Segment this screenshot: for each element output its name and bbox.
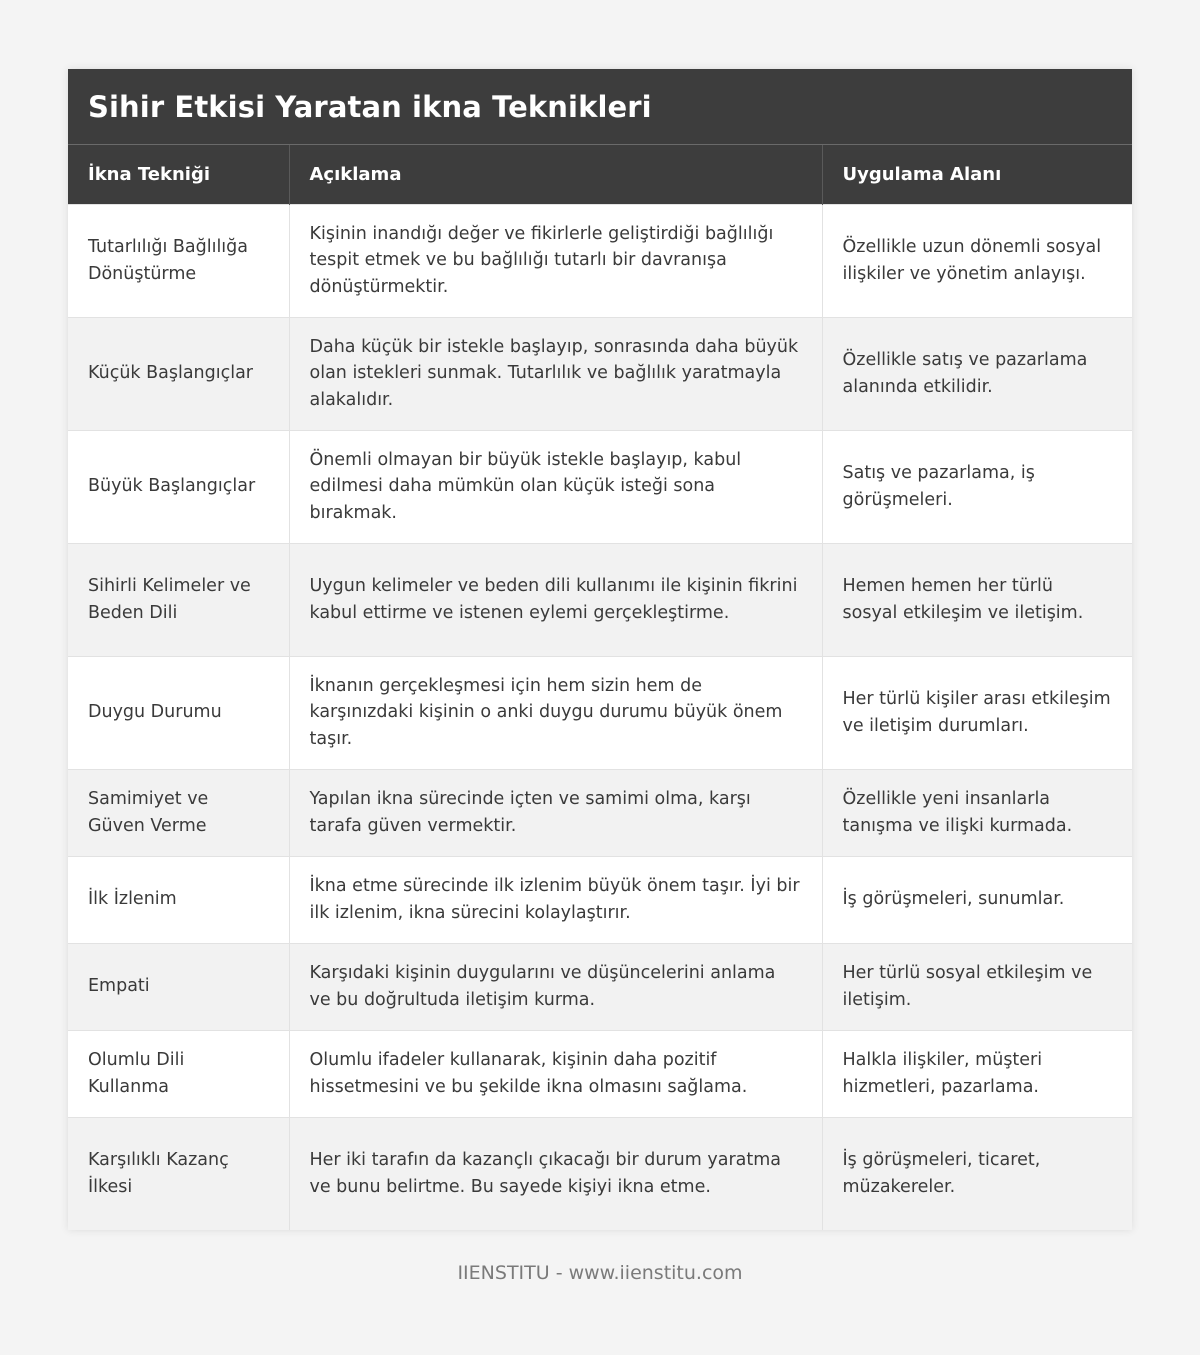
cell-area: Her türlü kişiler arası etkileşim ve iletişim durumları.: [822, 656, 1132, 769]
techniques-table: [68, 145, 1132, 1230]
cell-technique: Sihirli Kelimeler ve Beden Dili: [68, 543, 289, 656]
table-row: [68, 1117, 1132, 1230]
footer-credit: IIENSTITU - www.iienstitu.com: [457, 1262, 743, 1284]
cell-description: Yapılan ikna sürecinde içten ve samimi olma, karşı tarafa güven vermektir.: [289, 769, 822, 856]
cell-description: Her iki tarafın da kazançlı çıkacağı bir durum yaratma ve bunu belirtme. Bu sayede kişiyi ikna etme.: [289, 1117, 822, 1230]
cell-technique: Büyük Başlangıçlar: [68, 430, 289, 543]
cell-area: Her türlü sosyal etkileşim ve iletişim.: [822, 943, 1132, 1030]
cell-technique: Olumlu Dili Kullanma: [68, 1030, 289, 1117]
table-card: [68, 69, 1132, 1230]
cell-description: Karşıdaki kişinin duygularını ve düşüncelerini anlama ve bu doğrultuda iletişim kurma.: [289, 943, 822, 1030]
table-row: [68, 430, 1132, 543]
cell-area: İş görüşmeleri, sunumlar.: [822, 856, 1132, 943]
column-header-technique: İkna Tekniği: [68, 145, 289, 204]
cell-technique: Küçük Başlangıçlar: [68, 317, 289, 430]
table-title-bar: [68, 69, 1132, 145]
cell-technique: Samimiyet ve Güven Verme: [68, 769, 289, 856]
cell-technique: Karşılıklı Kazanç İlkesi: [68, 1117, 289, 1230]
cell-area: Satış ve pazarlama, iş görüşmeleri.: [822, 430, 1132, 543]
cell-description: İknanın gerçekleşmesi için hem sizin hem de karşınızdaki kişinin o anki duygu durumu büyük önem taşır.: [289, 656, 822, 769]
cell-area: Hemen hemen her türlü sosyal etkileşim ve iletişim.: [822, 543, 1132, 656]
cell-description: Kişinin inandığı değer ve fikirlerle geliştirdiği bağlılığı tespit etmek ve bu bağlılığı tutarlı bir davranışa dönüştürmektir.: [289, 204, 822, 317]
table-row: [68, 656, 1132, 769]
table-row: [68, 943, 1132, 1030]
table-row: [68, 1030, 1132, 1117]
table-row: [68, 856, 1132, 943]
table-header-row: [68, 145, 1132, 204]
table-title: Sihir Etkisi Yaratan ikna Teknikleri: [88, 89, 652, 124]
cell-area: Özellikle uzun dönemli sosyal ilişkiler ve yönetim anlayışı.: [822, 204, 1132, 317]
column-header-area: Uygulama Alanı: [822, 145, 1132, 204]
cell-description: İkna etme sürecinde ilk izlenim büyük önem taşır. İyi bir ilk izlenim, ikna sürecini kolaylaştırır.: [289, 856, 822, 943]
table-row: [68, 769, 1132, 856]
cell-technique: İlk İzlenim: [68, 856, 289, 943]
cell-area: Özellikle yeni insanlarla tanışma ve ilişki kurmada.: [822, 769, 1132, 856]
table-row: [68, 543, 1132, 656]
table-row: [68, 204, 1132, 317]
cell-technique: Tutarlılığı Bağlılığa Dönüştürme: [68, 204, 289, 317]
cell-area: Halkla ilişkiler, müşteri hizmetleri, pazarlama.: [822, 1030, 1132, 1117]
cell-technique: Duygu Durumu: [68, 656, 289, 769]
cell-description: Uygun kelimeler ve beden dili kullanımı ile kişinin fikrini kabul ettirme ve istenen eylemi gerçekleştirme.: [289, 543, 822, 656]
cell-description: Olumlu ifadeler kullanarak, kişinin daha pozitif hissetmesini ve bu şekilde ikna olmasını sağlama.: [289, 1030, 822, 1117]
column-header-description: Açıklama: [289, 145, 822, 204]
cell-area: Özellikle satış ve pazarlama alanında etkilidir.: [822, 317, 1132, 430]
table-row: [68, 317, 1132, 430]
cell-technique: Empati: [68, 943, 289, 1030]
cell-area: İş görüşmeleri, ticaret, müzakereler.: [822, 1117, 1132, 1230]
cell-description: Daha küçük bir istekle başlayıp, sonrasında daha büyük olan istekleri sunmak. Tutarlılık ve bağlılık yaratmayla alakalıdır.: [289, 317, 822, 430]
cell-description: Önemli olmayan bir büyük istekle başlayıp, kabul edilmesi daha mümkün olan küçük isteği sona bırakmak.: [289, 430, 822, 543]
